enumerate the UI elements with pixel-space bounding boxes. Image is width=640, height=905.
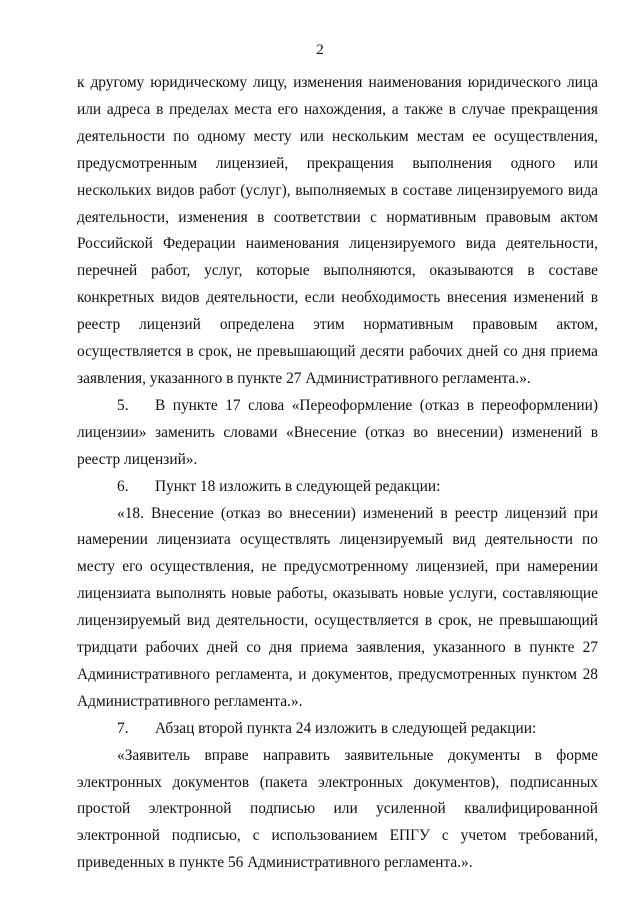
paragraph-item-6 [77, 474, 598, 501]
item-number: 5. [117, 396, 129, 414]
page-number: 2 [316, 42, 324, 58]
item-number: 6. [117, 477, 129, 495]
paragraph-text: к другому юридическому лицу, изменения наименования юридического лица или адреса в пределах места его нахождения, а также в случае прекращения деятельности по одному месту или нескольким местам ее осуществления, предусмотренным лицензией, прекращения выполнения одного или нескольких видов работ (услуг), выполняемых в составе лицензируемого вида деятельности, изменения в соответствии с нормативным правовым актом Российской Федерации наименования лицензируемого вида деятельности, перечней работ, услуг, которые выполняются, оказываются в составе конкретных видов деятельности, если необходимость внесения изменений в реестр лицензий определена этим нормативным правовым актом, осуществляется в срок, не превышающий десяти рабочих дней со дня приема заявления, указанного в пункте 27 Административного регламента.». [77, 74, 598, 387]
paragraph-text: «18. Внесение (отказ во внесении) изменений в реестр лицензий при намерении лицензиата осуществлять лицензируемый вид деятельности по месту его осуществления, не предусмотренному лицензией, при намерении лицензиата выполнять новые работы, оказывать новые услуги, составляющие лицензируемый вид деятельности, осуществляется в срок, не превышающий тридцати рабочих дней со дня приема заявления, указанного в пункте 27 Административного регламента, и документов, предусмотренных пунктом 28 Административного регламента.». [77, 504, 598, 710]
paragraph-quote-applicant [77, 743, 598, 878]
paragraph-text: В пункте 17 слова «Переоформление (отказ в переоформлении) лицензии» заменить словами «Внесение (отказ во внесении) изменений в реестр лицензий». [77, 396, 598, 468]
paragraph-continuation [77, 70, 598, 393]
paragraph-quote-18 [77, 501, 598, 716]
paragraph-item-7 [77, 716, 598, 743]
paragraph-item-5 [77, 393, 598, 474]
paragraph-text: Пункт 18 изложить в следующей редакции: [155, 477, 441, 495]
paragraph-text: Абзац второй пункта 24 изложить в следующей редакции: [155, 719, 537, 737]
paragraph-text: «Заявитель вправе направить заявительные документы в форме электронных документов (пакета электронных документов), подписанных простой электронной подписью или усиленной квалифицированной электронной подписью, с использованием ЕПГУ с учетом требований, приведенных в пункте 56 Административного регламента.». [77, 746, 598, 872]
document-body [77, 70, 598, 877]
item-number: 7. [117, 719, 129, 737]
